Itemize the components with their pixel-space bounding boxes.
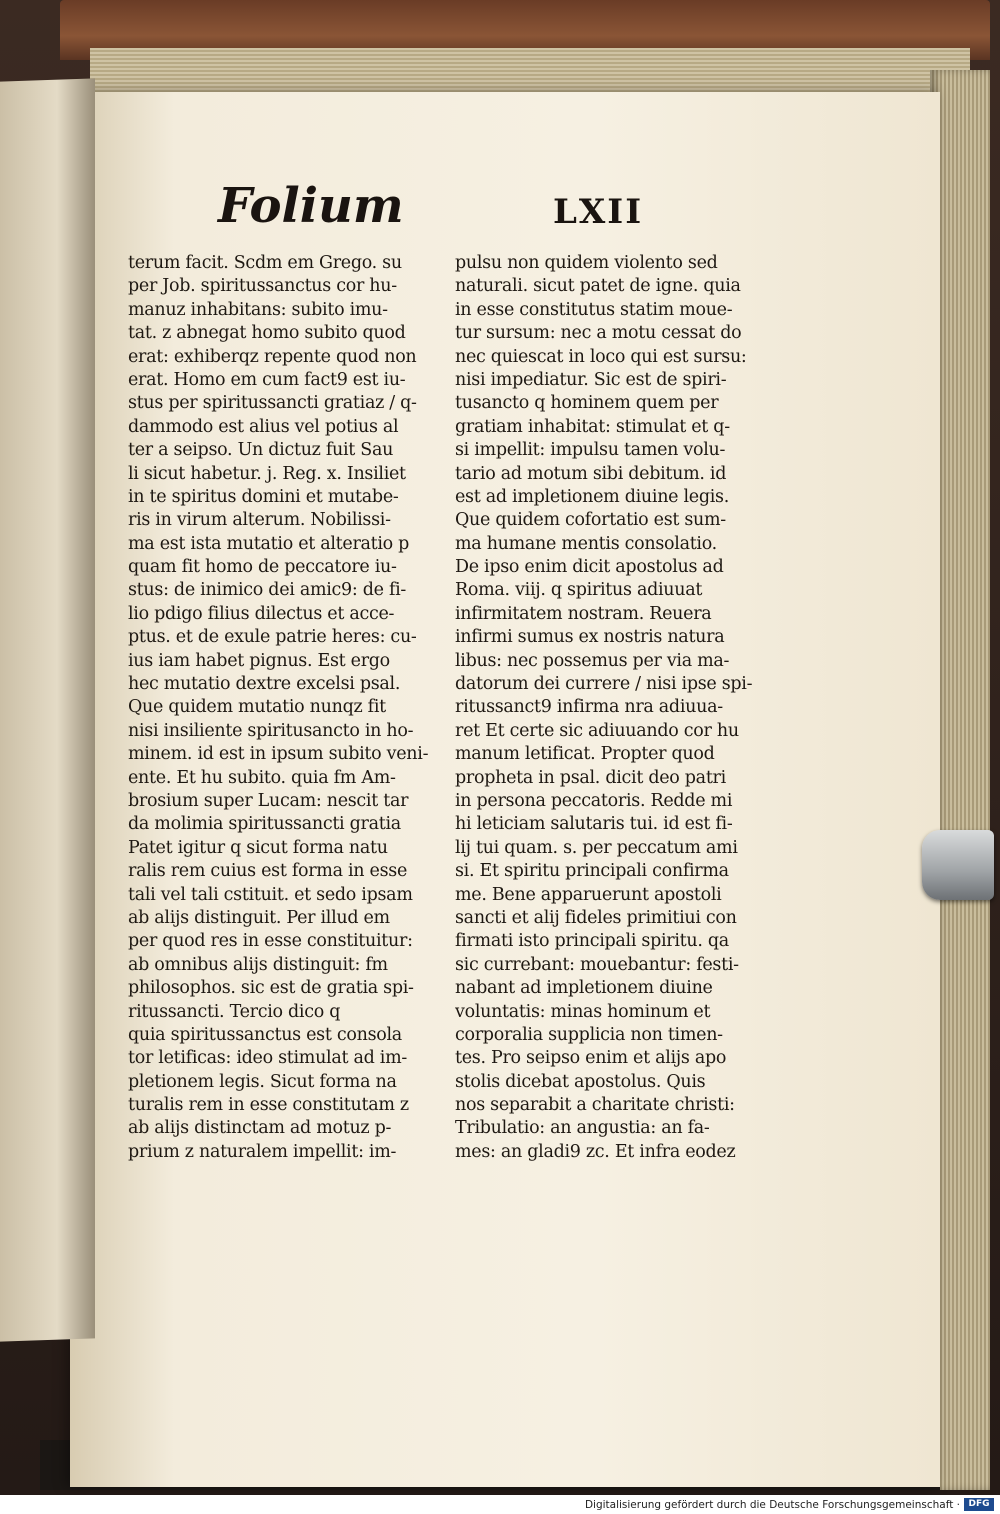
text-line: ritussancti. Tercio dico q — [128, 1001, 341, 1022]
text-line: Tribulatio: an angustia: an fa- — [455, 1118, 710, 1139]
text-line: firmati isto principali spiritu. qa — [455, 931, 729, 952]
text-line: Roma. viij. q spiritus adiuuat — [455, 580, 703, 601]
text-line: hec mutatio dextre excelsi psal. — [128, 674, 401, 695]
dfg-logo: DFG — [964, 1498, 994, 1511]
text-line: prium z naturalem impellit: im- — [128, 1141, 397, 1162]
text-line: sancti et alij fideles primitiui con — [455, 907, 737, 928]
text-line: brosium super Lucam: nescit tar — [128, 790, 409, 811]
text-line: ralis rem cuius est forma in esse — [128, 861, 408, 882]
text-line: datorum dei currere / nisi ipse spi- — [455, 674, 753, 695]
text-line: tario ad motum sibi debitum. id — [455, 463, 727, 484]
page-edges-top — [90, 48, 970, 98]
text-line: stus: de inimico dei amic9: de fi- — [128, 580, 407, 601]
text-line: dammodo est alius vel potius al — [128, 416, 399, 437]
text-line: in persona peccatoris. Redde mi — [455, 790, 733, 811]
text-line: nec quiescat in loco qui est sursu: — [455, 346, 747, 367]
text-line: tusancto q hominem quem per — [455, 393, 719, 414]
text-line: hi leticiam salutaris tui. id est fi- — [455, 814, 733, 835]
text-line: lio pdigo filius dilectus et acce- — [128, 603, 395, 624]
text-line: De ipso enim dicit apostolus ad — [455, 557, 724, 578]
text-line: naturali. sicut patet de igne. quia — [455, 276, 741, 297]
text-line: pletionem legis. Sicut forma na — [128, 1071, 397, 1092]
text-line: propheta in psal. dicit deo patri — [455, 767, 726, 788]
text-line: Que quidem cofortatio est sum- — [455, 510, 726, 531]
text-line: in te spiritus domini et mutabe- — [128, 486, 399, 507]
folium-heading: Folium — [218, 178, 404, 234]
text-line: libus: nec possemus per via ma- — [455, 650, 730, 671]
text-line: si impellit: impulsu tamen volu- — [455, 440, 726, 461]
text-line: erat. Homo em cum fact9 est iu- — [128, 369, 406, 390]
text-line: per Job. spiritussanctus cor hu- — [128, 276, 397, 297]
metal-clasp — [922, 830, 994, 900]
text-line: ris in virum alterum. Nobilissi- — [128, 510, 391, 531]
text-line: lij tui quam. s. per peccatum ami — [455, 837, 738, 858]
text-line: per quod res in esse constituitur: — [128, 931, 413, 952]
text-line: ab omnibus alijs distinguit: fm — [128, 954, 388, 975]
text-line: tor letificas: ideo stimulat ad im- — [128, 1048, 407, 1069]
text-line: ritussanct9 infirma nra adiuua- — [455, 697, 723, 718]
text-line: tali vel tali cstituit. et sedo ipsam — [128, 884, 413, 905]
text-line: gratiam inhabitat: stimulat et q- — [455, 416, 730, 437]
text-line: ma est ista mutatio et alteratio p — [128, 533, 410, 554]
text-line: ab alijs distinctam ad motuz p- — [128, 1118, 392, 1139]
text-line: Patet igitur q sicut forma natu — [128, 837, 388, 858]
text-line: Que quidem mutatio nunqz fit — [128, 697, 386, 718]
text-line: manuz inhabitans: subito imu- — [128, 299, 388, 320]
text-line: ab alijs distinguit. Per illud em — [128, 907, 390, 928]
text-line: da molimia spiritussancti gratia — [128, 814, 401, 835]
text-line: pulsu non quidem violento sed — [455, 253, 718, 273]
text-line: quia spiritussanctus est consola — [128, 1024, 402, 1045]
text-line: ter a seipso. Un dictuz fuit Sau — [128, 440, 394, 461]
text-line: infirmitatem nostram. Reuera — [455, 603, 712, 624]
text-line: infirmi sumus ex nostris natura — [455, 627, 725, 648]
text-line: si. Et spiritu principali confirma — [455, 861, 729, 882]
text-line: quam fit homo de peccatore iu- — [128, 557, 397, 578]
text-line: nisi insiliente spiritusancto in ho- — [128, 720, 414, 741]
facing-page-edge — [0, 78, 95, 1341]
text-line: me. Bene apparuerunt apostoli — [455, 884, 722, 905]
text-line: tur sursum: nec a motu cessat do — [455, 323, 742, 344]
text-line: philosophos. sic est de gratia spi- — [128, 978, 414, 999]
text-line: sic currebant: mouebantur: festi- — [455, 954, 739, 975]
page-header — [218, 178, 678, 248]
text-line: stolis dicebat apostolus. Quis — [455, 1071, 706, 1092]
text-column-left — [128, 252, 428, 1164]
text-line: li sicut habetur. j. Reg. x. Insiliet — [128, 463, 406, 484]
text-line: est ad impletionem diuine legis. — [455, 486, 729, 507]
text-line: ma humane mentis consolatio. — [455, 533, 717, 554]
text-line: erat: exhiberqz repente quod non — [128, 346, 417, 367]
text-line: terum facit. Scdm em Grego. su — [128, 253, 402, 273]
funding-credit: Digitalisierung gefördert durch die Deutsche Forschungsgemeinschaft · — [584, 1499, 960, 1511]
text-line: ente. Et hu subito. quia fm Am- — [128, 767, 396, 788]
text-line: ptus. et de exule patrie heres: cu- — [128, 627, 417, 648]
text-line: nabant ad impletionem diuine — [455, 978, 713, 999]
text-line: tat. z abnegat homo subito quod — [128, 323, 406, 344]
folio-number: LXII — [553, 192, 644, 232]
text-line: minem. id est in ipsum subito veni- — [128, 744, 428, 765]
text-line: tes. Pro seipso enim et alijs apo — [455, 1048, 727, 1069]
text-line: ret Et certe sic adiuuando cor hu — [455, 720, 739, 741]
text-line: mes: an gladi9 zc. Et infra eodez — [455, 1141, 736, 1162]
text-line: nisi impediatur. Sic est de spiri- — [455, 369, 727, 390]
text-line: corporalia supplicia non timen- — [455, 1024, 723, 1045]
text-line: ius iam habet pignus. Est ergo — [128, 650, 390, 671]
text-line: manum letificat. Propter quod — [455, 744, 715, 765]
text-column-right — [455, 252, 755, 1164]
text-line: stus per spiritussancti gratiaz / q- — [128, 393, 417, 414]
text-line: nos separabit a charitate christi: — [455, 1095, 735, 1116]
text-line: turalis rem in esse constitutam z — [128, 1095, 409, 1116]
text-line: in esse constitutus statim moue- — [455, 299, 733, 320]
text-line: voluntatis: minas hominum et — [455, 1001, 711, 1022]
